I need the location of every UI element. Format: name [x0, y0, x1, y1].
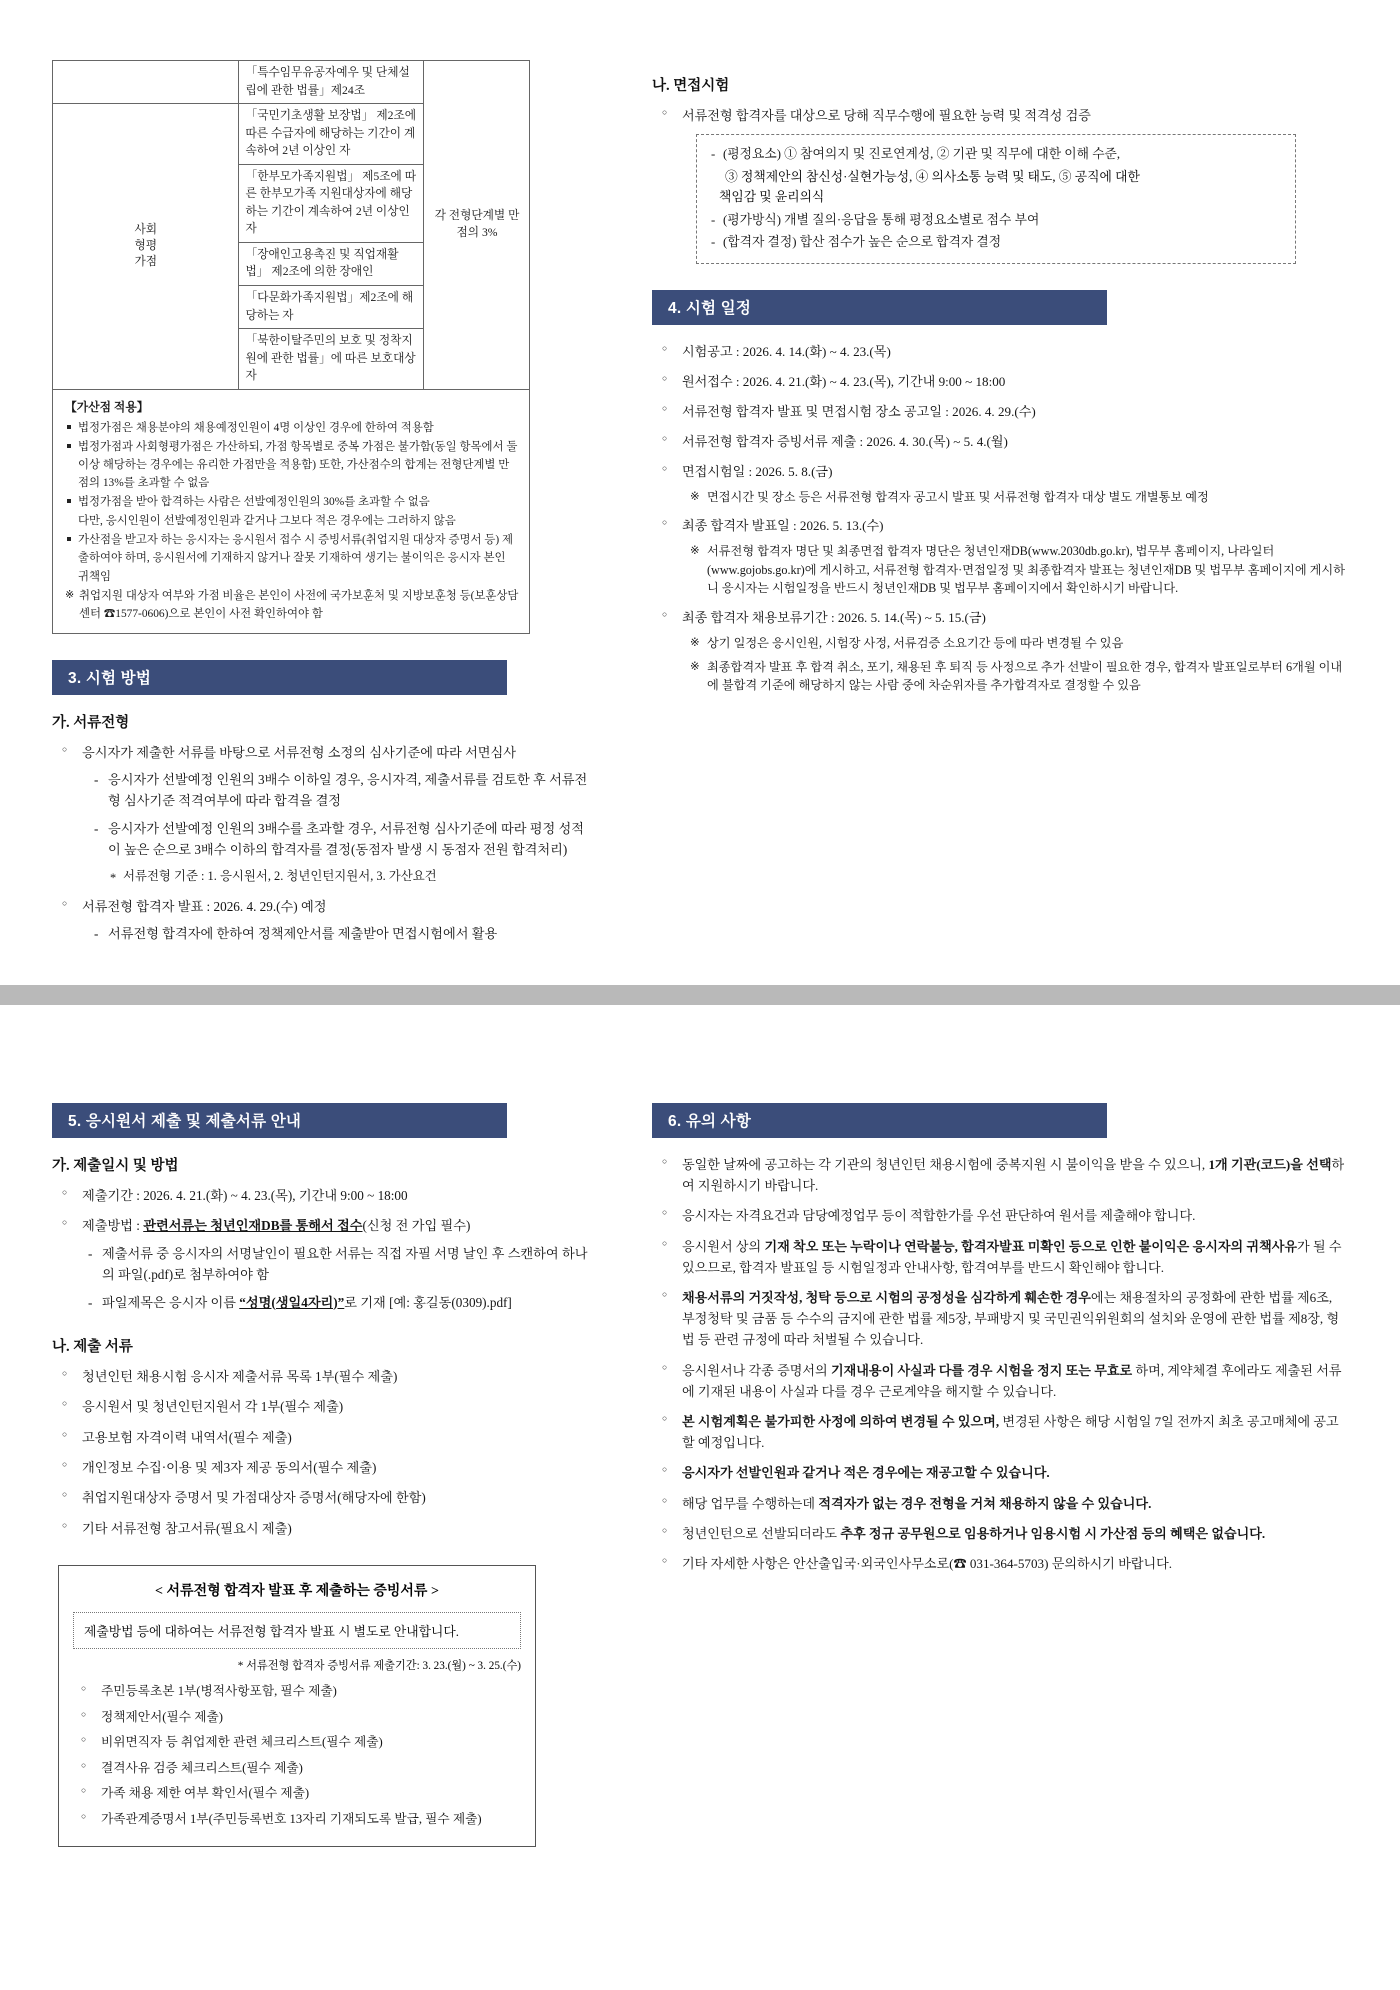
notice-item [662, 1523, 1348, 1544]
cell-rate: 각 전형단계별 만점의 3% [424, 61, 530, 390]
evidence-box-title: < 서류전형 합격자 발표 후 제출하는 증빙서류 > [155, 1584, 439, 1600]
notice-emphasis: 응시자가 선발인원과 같거나 적은 경우에는 재공고할 수 있습니다. [682, 1465, 1050, 1481]
page2-right-column [612, 1077, 1348, 1847]
notice-text: 기타 자세한 사항은 안산출입국·외국인사무소로(☎ 031-364-5703) 문의하시기 바랍니다. [682, 1556, 1173, 1572]
evidence-doc-item: ○ 결격사유 검증 체크리스트(필수 제출) [81, 1758, 521, 1779]
notice-text: 동일한 날짜에 공고하는 각 기관의 청년인턴 채용시험에 중복지원 시 불이익을 받을 수 있으니, [682, 1157, 1209, 1172]
evaluation-criteria-box [696, 134, 1296, 263]
section-3-header: 3. 시험 방법 [52, 660, 507, 695]
page-1 [0, 0, 1400, 985]
notice-emphasis: 본 시험계획은 불가피한 사정에 의하여 변경될 수 있으며, [682, 1414, 1000, 1430]
cell-law-2: 「한부모가족지원법」 제5조에 따른 한부모가족 지원대상자에 해당하는 기간이 계속하여 2년 이상인 자 [238, 164, 424, 242]
eval-line-cont: ③ 정책제안의 참신성·실현가능성, ④ 의사소통 능력 및 태도, ⑤ 공직에 대한 [725, 169, 1140, 184]
notice-text: 응시자는 자격요건과 담당예정업무 등이 적합한가를 우선 판단하여 원서를 제출해야 합니다. [682, 1208, 1196, 1224]
section5-subheading-b: 나. 제출 서류 [52, 1338, 133, 1355]
page2-left-column [52, 1077, 612, 1847]
filename-rule-prefix: 파일제목은 응시자 이름 [102, 1294, 240, 1310]
extra-points-note-box [52, 390, 530, 634]
cell-category-label: 사회 형평 가점 [53, 104, 239, 390]
table-row [53, 61, 530, 104]
notice-item [662, 1287, 1348, 1351]
schedule-item: ○ 서류전형 합격자 발표 및 면접시험 장소 공고일 : 2026. 4. 29.(수) [662, 401, 1348, 422]
page-separator [0, 985, 1400, 1005]
section3-item: ○ 응시자가 제출한 서류를 바탕으로 서류전형 소정의 심사기준에 따라 서면심사 [62, 742, 590, 763]
section5-subheading-a: 가. 제출일시 및 방법 [52, 1158, 179, 1174]
submission-method-prefix: 제출방법 : [82, 1218, 144, 1234]
note-item: 가산점을 받고자 하는 응시자는 응시원서 접수 시 증빙서류(취업지원 대상자 증명서 등) 제출하여야 하며, 응시원서에 기재하지 않거나 잘못 기재하여 생기는 불이익은 응시자 본인 귀책임 [65, 531, 519, 585]
notice-emphasis: 1개 기관(코드)을 선택 [1208, 1157, 1332, 1172]
evidence-doc-item: ○ 비위면직자 등 취업제한 관련 체크리스트(필수 제출) [81, 1732, 521, 1753]
cell-law-1: 「국민기초생활 보장법」 제2조에 따른 수급자에 해당하는 기간이 계속하여 2년 이상인 자 [238, 104, 424, 165]
notice-emphasis: 적격자가 없는 경우 전형을 거쳐 채용하지 않을 수 있습니다. [818, 1495, 1152, 1511]
submission-method-suffix: (신청 전 가입 필수) [362, 1218, 471, 1234]
page-2 [0, 1005, 1400, 1990]
note-item-sub: 다만, 응시인원이 선발예정인원과 같거나 그보다 적은 경우에는 그러하지 않음 [78, 515, 456, 528]
notice-emphasis: 추후 정규 공무원으로 임용하거나 임용시험 시 가산점 등의 혜택은 없습니다. [840, 1525, 1266, 1541]
eval-line: - (합격자 결정) 합산 점수가 높은 순으로 합격자 결정 [709, 232, 1285, 252]
page1-right-column [612, 60, 1348, 944]
notice-item [662, 1154, 1348, 1196]
notice-item [662, 1360, 1348, 1402]
section3-subheading-b: 나. 면접시험 [652, 78, 730, 94]
required-doc-item: ○ 개인정보 수집·이용 및 제3자 제공 동의서(필수 제출) [62, 1457, 590, 1478]
schedule-item: ○ 최종 합격자 발표일 : 2026. 5. 13.(수) [662, 515, 1348, 536]
notice-item [662, 1462, 1348, 1483]
evidence-doc-item: ○ 가족관계증명서 1부(주민등록번호 13자리 기재되도록 발급, 필수 제출) [81, 1809, 521, 1830]
submission-dash-item: - 제출서류 중 응시자의 서명날인이 필요한 서류는 직접 자필 서명 날인 후 스캔하여 하나의 파일(.pdf)로 첨부하여야 함 [86, 1243, 590, 1286]
notice-list [652, 1154, 1348, 1574]
eval-line: - (평가방식) 개별 질의·응답을 통해 평정요소별로 점수 부여 [709, 210, 1285, 230]
submission-filename-rule [86, 1292, 590, 1313]
section3-dash-item: - 응시자가 선발예정 인원의 3배수를 초과할 경우, 서류전형 심사기준에 따라 평정 성적이 높은 순으로 3배수 이하의 합격자를 결정(동점자 발생 시 동점자 전원 합격처리) [92, 818, 590, 861]
evidence-box-period-note: * 서류전형 합격자 증빙서류 제출기간: 3. 23.(월) ~ 3. 25.(수) [237, 1660, 521, 1673]
notice-text: 하여 지원하시기 바랍니다. [682, 1157, 1345, 1194]
cell-law-3: 「장애인고용촉진 및 직업재활법」 제2조에 의한 장애인 [238, 242, 424, 285]
notice-emphasis: 기재 착오 또는 누락이나 연락불능, 합격자발표 미확인 등으로 인한 불이익은 응시자의 귀책사유 [764, 1238, 1298, 1254]
required-doc-item: ○ 기타 서류전형 참고서류(필요시 제출) [62, 1518, 590, 1539]
notice-item [662, 1205, 1348, 1226]
interview-lead: ○ 서류전형 합격자를 대상으로 당해 직무수행에 필요한 능력 및 적격성 검증 [662, 105, 1348, 126]
schedule-note: ※ 면접시간 및 장소 등은 서류전형 합격자 공고시 발표 및 서류전형 합격자 대상 별도 개별통보 예정 [690, 488, 1348, 507]
filename-rule-emphasis: “성명(생일4자리)” [239, 1294, 345, 1310]
evidence-documents-box [58, 1565, 536, 1846]
notice-item [662, 1553, 1348, 1574]
notice-text: 청년인턴으로 선발되더라도 [682, 1525, 841, 1541]
submission-item: ○ 제출기간 : 2026. 4. 21.(화) ~ 4. 23.(목), 기간내 9:00 ~ 18:00 [62, 1185, 590, 1206]
notice-text: 응시원서 상의 [682, 1238, 765, 1254]
notice-text: 응시원서나 각종 증명서의 [682, 1362, 831, 1378]
evidence-doc-item: ○ 주민등록초본 1부(병적사항포함, 필수 제출) [81, 1681, 521, 1702]
notice-text: 에는 채용절차의 공정화에 관한 법률 제6조, 부정청탁 및 금품 등 수수의 금지에 관한 법률 제5장, 부패방지 및 국민권익위원회의 설치와 운영에 관한 법률 제8장, 형법 등 관련 규정에 따라 처벌될 수 있습니다. [682, 1290, 1340, 1348]
submission-method [62, 1215, 590, 1236]
evidence-doc-item: ○ 가족 채용 제한 여부 확인서(필수 제출) [81, 1783, 521, 1804]
notice-text: 변경된 사항은 해당 시험일 7일 전까지 최초 공고매체에 공고할 예정입니다. [682, 1414, 1339, 1451]
section-5-header: 5. 응시원서 제출 및 제출서류 안내 [52, 1103, 507, 1138]
section-6-header: 6. 유의 사항 [652, 1103, 1107, 1138]
schedule-item: ○ 시험공고 : 2026. 4. 14.(화) ~ 4. 23.(목) [662, 341, 1348, 362]
notice-text: 해당 업무를 수행하는데 [682, 1495, 819, 1511]
notice-emphasis: 기재내용이 사실과 다를 경우 시험을 정지 또는 무효로 [830, 1362, 1133, 1378]
section3-item: ○ 서류전형 합격자 발표 : 2026. 4. 29.(수) 예정 [62, 896, 590, 917]
required-doc-item: ○ 취업지원대상자 증명서 및 가점대상자 증명서(해당자에 한함) [62, 1487, 590, 1508]
required-doc-item: ○ 고용보험 자격이력 내역서(필수 제출) [62, 1427, 590, 1448]
required-doc-item: ○ 청년인턴 채용시험 응시자 제출서류 목록 1부(필수 제출) [62, 1366, 590, 1387]
schedule-item: ○ 원서접수 : 2026. 4. 21.(화) ~ 4. 23.(목), 기간내 9:00 ~ 18:00 [662, 371, 1348, 392]
eval-line-text: (평정요소) ① 참여의지 및 진로연계성, ② 기관 및 직무에 대한 이해 수준, [723, 147, 1121, 162]
section3-criteria-note: * 서류전형 기준 : 1. 응시원서, 2. 청년인턴지원서, 3. 가산요건 [108, 867, 590, 886]
cell-law-4: 「다문화가족지원법」제2조에 해당하는 자 [238, 286, 424, 329]
schedule-note: ※ 최종합격자 발표 후 합격 취소, 포기, 채용된 후 퇴직 등 사정으로 추가 선발이 필요한 경우, 합격자 발표일로부터 6개월 이내에 불합격 기준에 해당하지 않는 사람 중에 차순위자를 추가합격자로 결정할 수 있음 [690, 658, 1348, 696]
submission-method-emphasis: 관련서류는 청년인재DB를 통해서 접수 [143, 1218, 363, 1234]
section-4-header: 4. 시험 일정 [652, 290, 1107, 325]
social-equity-points-table [52, 60, 530, 390]
page1-left-column [52, 60, 612, 944]
required-doc-item: ○ 응시원서 및 청년인턴지원서 각 1부(필수 제출) [62, 1396, 590, 1417]
section3-subheading-a: 가. 서류전형 [52, 714, 130, 731]
schedule-item: ○ 서류전형 합격자 증빙서류 제출 : 2026. 4. 30.(목) ~ 5. 4.(월) [662, 431, 1348, 452]
note-item: 법정가점을 받아 합격하는 사람은 선발예정인원의 30%를 초과할 수 없음 [65, 493, 519, 511]
notice-emphasis: 채용서류의 거짓작성, 청탁 등으로 시험의 공정성을 심각하게 훼손한 경우 [682, 1290, 1091, 1306]
schedule-note: ※ 서류전형 합격자 명단 및 최종면접 합격자 명단은 청년인재DB(www.2030db.go.kr), 법무부 홈페이지, 나라일터(www.gojobs.go.kr)에 게시하고, 서류전형 합격자·면접일정 및 최종합격자 발표는 청년인재DB 및 법무부 홈페이지에 게시하니 응시자는 시험일정을 반드시 청년인재DB 및 법무부 홈페이지에서 확인하시기 바랍니다. [690, 542, 1348, 599]
notice-item [662, 1411, 1348, 1453]
section3-dash-item: - 서류전형 합격자에 한하여 정책제안서를 제출받아 면접시험에서 활용 [92, 923, 590, 944]
filename-rule-suffix: 로 기재 [예: 홍길동(0309).pdf] [344, 1294, 512, 1310]
eval-line [709, 144, 1285, 164]
notice-text: 가 될 수 있으므로, 합격자 발표일 등 시험일정과 안내사항, 합격여부를 반드시 확인해야 합니다. [682, 1238, 1342, 1275]
schedule-note: ※ 상기 일정은 응시인원, 시험장 사정, 서류검증 소요기간 등에 따라 변경될 수 있음 [690, 634, 1348, 653]
note-item: 법정가점과 사회형평가점은 가산하되, 가점 항목별로 중복 가점은 불가함(동일 항목에서 둘 이상 해당하는 경우에는 유리한 가점만을 적용함) 또한, 가산점수의 합계는 전형단계별 만점의 13%를 초과할 수 없음 [65, 438, 519, 492]
note-item: 법정가점은 채용분야의 채용예정인원이 4명 이상인 경우에 한하여 적용함 [65, 419, 519, 437]
cell-law-5: 「북한이탈주민의 보호 및 정착지원에 관한 법률」에 따른 보호대상자 [238, 329, 424, 390]
eval-line-cont: 책임감 및 윤리의식 [719, 190, 825, 205]
evidence-box-inner-note: 제출방법 등에 대하여는 서류전형 합격자 발표 시 별도로 안내합니다. [73, 1612, 521, 1649]
notice-item [662, 1493, 1348, 1514]
notice-text: 하며, 계약체결 후에라도 제출된 서류에 기재된 내용이 사실과 다를 경우 근로계약을 해지할 수 있습니다. [682, 1362, 1342, 1399]
cell-law-0: 「특수임무유공자예우 및 단체설립에 관한 법률」제24조 [238, 61, 424, 104]
note-item-star: ※ 취업지원 대상자 여부와 가점 비율은 본인이 사전에 국가보훈처 및 지방보훈청 등(보훈상담센터 ☎1577-0606)으로 본인이 사전 확인하여야 함 [65, 587, 519, 623]
evidence-doc-item: ○ 정책제안서(필수 제출) [81, 1707, 521, 1728]
note-box-title: 【가산점 적용】 [65, 399, 149, 414]
schedule-item: ○ 최종 합격자 채용보류기간 : 2026. 5. 14.(목) ~ 5. 15.(금) [662, 607, 1348, 628]
notice-item [662, 1236, 1348, 1278]
schedule-item: ○ 면접시험일 : 2026. 5. 8.(금) [662, 461, 1348, 482]
cell-category-empty [53, 61, 239, 104]
section3-dash-item: - 응시자가 선발예정 인원의 3배수 이하일 경우, 응시자격, 제출서류를 검토한 후 서류전형 심사기준 적격여부에 따라 합격을 결정 [92, 769, 590, 812]
